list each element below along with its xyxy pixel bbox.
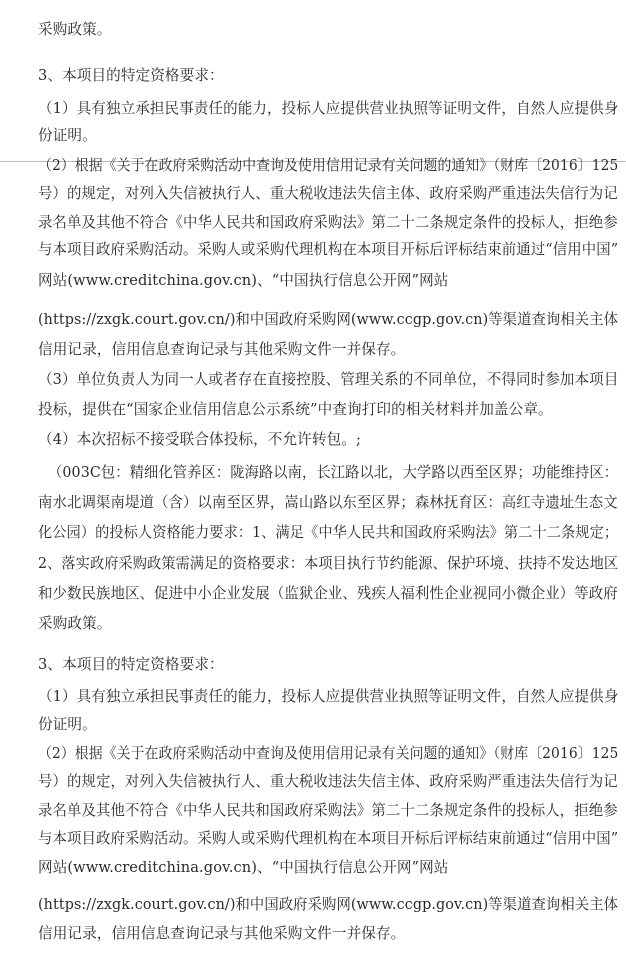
text-line-10: (https://zxgk.court.gov.cn/)和中国政府采购网(www.ccgp.gov.cn)等渠道查询相关主体 [38, 311, 619, 328]
text-line-12: （3）单位负责人为同一人或者存在直接控股、管理关系的不同单位，不得同时参加本项目 [38, 371, 619, 388]
text-line-24: （2）根据《关于在政府采购活动中查询及使用信用记录有关问题的通知》（财库〔2016〕125 [38, 745, 619, 762]
text-line-17: 化公园）的投标人资格能力要求：1、满足《中华人民共和国政府采购法》第二十二条规定； [38, 524, 619, 541]
text-line-2: 3、本项目的特定资格要求： [38, 67, 224, 84]
text-line-1: 采购政策。 [38, 21, 112, 38]
text-line-28: 网站(www.creditchina.gov.cn)、“中国执行信息公开网”网站 [38, 859, 449, 876]
text-line-22: （1）具有独立承担民事责任的能力，投标人应提供营业执照等证明文件，自然人应提供身 [38, 688, 619, 705]
text-line-14: （4）本次招标不接受联合体投标，不允许转包。; [38, 431, 361, 448]
text-line-20: 采购政策。 [38, 615, 112, 632]
text-line-3: （1）具有独立承担民事责任的能力，投标人应提供营业执照等证明文件，自然人应提供身 [38, 100, 619, 117]
text-line-11: 信用记录，信用信息查询记录与其他采购文件一并保存。 [38, 341, 406, 358]
text-line-5: （2）根据《关于在政府采购活动中查询及使用信用记录有关问题的通知》（财库〔2016〕125 [38, 157, 619, 174]
text-line-6: 号）的规定，对列入失信被执行人、重大税收违法失信主体、政府采购严重违法失信行为记 [38, 185, 618, 202]
text-line-16: 南水北调渠南堤道（含）以南至区界，嵩山路以东至区界；森林抚育区：高红寺遗址生态文 [38, 494, 618, 511]
text-line-29: (https://zxgk.court.gov.cn/)和中国政府采购网(www.ccgp.gov.cn)等渠道查询相关主体 [38, 896, 619, 913]
text-line-7: 录名单及其他不符合《中华人民共和国政府采购法》第二十二条规定条件的投标人，拒绝参 [38, 214, 618, 231]
text-line-13: 投标，提供在“国家企业信用信息公示系统”中查询打印的相关材料并加盖公章。 [38, 401, 553, 418]
text-line-30: 信用记录，信用信息查询记录与其他采购文件一并保存。 [38, 925, 406, 942]
text-line-25: 号）的规定，对列入失信被执行人、重大税收违法失信主体、政府采购严重违法失信行为记 [38, 773, 618, 790]
text-line-18: 2、落实政府采购政策需满足的资格要求：本项目执行节约能源、保护环境、扶持不发达地区 [38, 555, 619, 572]
text-line-4: 份证明。 [38, 127, 97, 144]
text-line-15: （003C包：精细化管养区：陇海路以南，长江路以北，大学路以西至区界；功能维持区： [48, 464, 619, 481]
text-line-27: 与本项目政府采购活动。采购人或采购代理机构在本项目开标后评标结束前通过“信用中国” [38, 830, 619, 847]
text-line-21: 3、本项目的特定资格要求： [38, 656, 224, 673]
text-line-9: 网站(www.creditchina.gov.cn)、“中国执行信息公开网”网站 [38, 272, 449, 289]
text-line-26: 录名单及其他不符合《中华人民共和国政府采购法》第二十二条规定条件的投标人，拒绝参 [38, 802, 618, 819]
text-line-8: 与本项目政府采购活动。采购人或采购代理机构在本项目开标后评标结束前通过“信用中国” [38, 241, 619, 258]
text-line-19: 和少数民族地区、促进中小企业发展（监狱企业、残疾人福利性企业视同小微企业）等政府 [38, 585, 618, 602]
text-line-23: 份证明。 [38, 716, 97, 733]
